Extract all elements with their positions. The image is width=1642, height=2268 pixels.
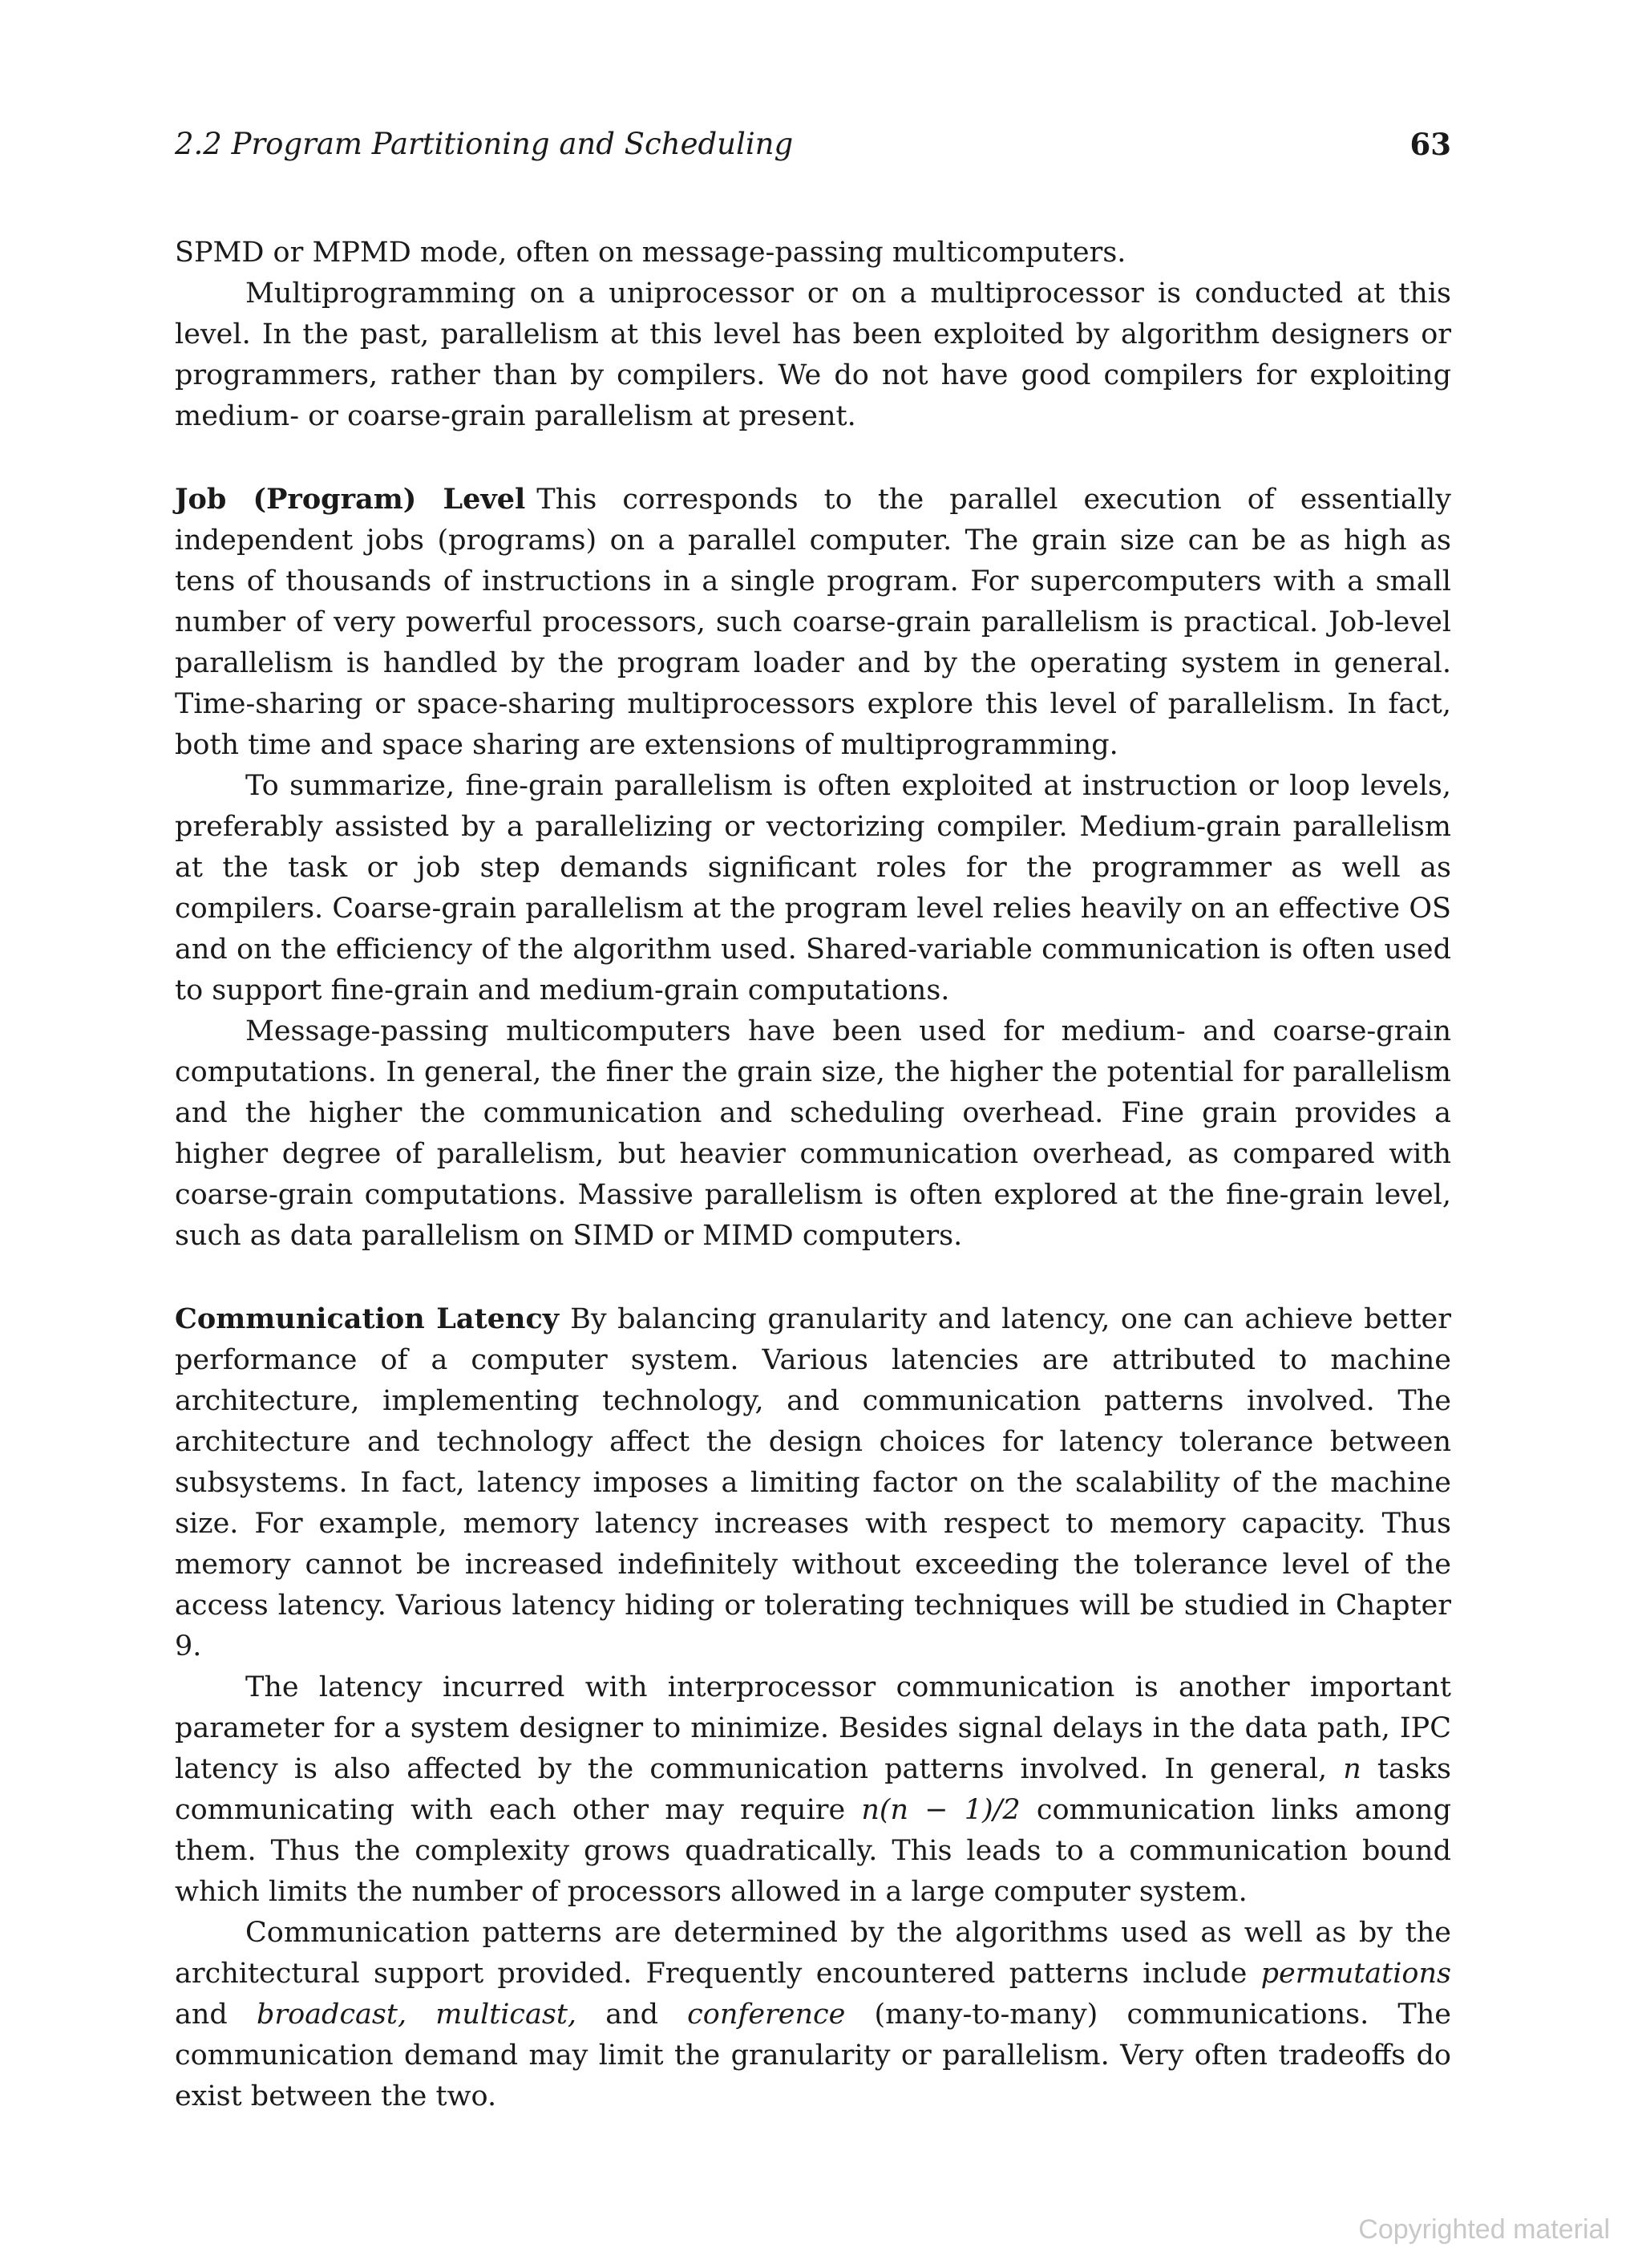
text-run: The latency incurred with interprocessor communication is another important parameter for a system designer to minimize. Besides signal delays in the data path, IPC latency is also affected by the communication patterns involved. In general, bbox=[175, 1671, 1451, 1785]
paragraph-communication-latency bbox=[175, 1298, 1451, 1667]
text-run: communication links among them. Thus the complexity grows quadratically. This leads to a communication bound which limits the number of processors allowed in a large computer system. bbox=[175, 1794, 1451, 1908]
text-run: (many-to-many) communications. The communication demand may limit the granularity or parallelism. Very often tradeoffs do exist between the two. bbox=[175, 1999, 1451, 2112]
section-heading-job-level: Job (Program) Level bbox=[175, 483, 526, 516]
emphasis-term: permutations bbox=[1260, 1958, 1451, 1990]
text-run: tasks communicating with each other may require bbox=[175, 1753, 1451, 1826]
text-run: and bbox=[576, 1999, 688, 2031]
paragraph-job-level-text: This corresponds to the parallel execution of essentially independent jobs (programs) on a parallel computer. The grain size can be as high as tens of thousands of instructions in a single program. For supercomputers with a small number of very powerful processors, such coarse-grain parallelism is practical. Job-level parallelism is handled by the program loader and by the operating system in general. Time-sharing or space-sharing multiprocessors explore this level of parallelism. In fact, both time and space sharing are extensions of multiprogramming. bbox=[175, 484, 1451, 761]
text-run bbox=[406, 1999, 435, 2031]
page-header bbox=[175, 124, 1451, 164]
paragraph-message-passing: Message-passing multicomputers have been used for medium- and coarse-grain computations. In general, the finer the grain size, the higher the potential for parallelism and the higher the communication and scheduling overhead. Fine grain provides a higher degree of parallelism, but heavier communication overhead, as compared with coarse-grain computations. Massive parallelism is often explored at the fine-grain level, such as data parallelism on SIMD or MIMD computers. bbox=[175, 1015, 1451, 1252]
body-text bbox=[175, 233, 1451, 2117]
paragraph-job-level bbox=[175, 479, 1451, 766]
text-run: and bbox=[175, 1999, 257, 2031]
emphasis-term: multicast, bbox=[435, 1999, 577, 2031]
emphasis-term: conference bbox=[687, 1999, 846, 2031]
emphasis-term: broadcast, bbox=[256, 1999, 407, 2031]
running-head: 2.2 Program Partitioning and Scheduling bbox=[175, 127, 794, 161]
paragraph-ipc-latency bbox=[175, 1667, 1451, 1913]
section-heading-communication-latency: Communication Latency bbox=[175, 1302, 560, 1335]
copyright-watermark: Copyrighted material bbox=[1358, 2214, 1610, 2245]
page-number: 63 bbox=[1409, 127, 1451, 162]
paragraph-summary: To summarize, fine-grain parallelism is often exploited at instruction or loop levels, preferably assisted by a parallelizing or vectorizing compiler. Medium-grain parallelism at the task or job step demands significant roles for the programmer as well as compilers. Coarse-grain parallelism at the program level relies heavily on an effective OS and on the efficiency of the algorithm used. Shared-variable communication is often used to support fine-grain and medium-grain computations. bbox=[175, 770, 1451, 1006]
math-variable-n: n bbox=[1343, 1753, 1361, 1785]
paragraph-communication-latency-text: By balancing granularity and latency, one can achieve better performance of a computer system. Various latencies are attributed to machine architecture, implementing technology, and communication patterns involved. The architecture and technology affect the design choices for latency tolerance between subsystems. In fact, latency imposes a limiting factor on the scalability of the machine size. For example, memory latency increases with respect to memory capacity. Thus memory cannot be increased indefinitely without exceeding the tolerance level of the access latency. Various latency hiding or tolerating techniques will be studied in Chapter 9. bbox=[175, 1303, 1451, 1663]
math-formula: n(n − 1)/2 bbox=[861, 1794, 1021, 1826]
paragraph-continuation: SPMD or MPMD mode, often on message-passing multicomputers. bbox=[175, 237, 1126, 269]
paragraph-communication-patterns bbox=[175, 1913, 1451, 2117]
paragraph-multiprogramming: Multiprogramming on a uniprocessor or on a multiprocessor is conducted at this level. In the past, parallelism at this level has been exploited by algorithm designers or programmers, rather than by compilers. We do not have good compilers for exploiting medium- or coarse-grain parallelism at present. bbox=[175, 277, 1451, 432]
text-run: Communication patterns are determined by the algorithms used as well as by the architectural support provided. Frequently encountered patterns include bbox=[175, 1917, 1451, 1990]
